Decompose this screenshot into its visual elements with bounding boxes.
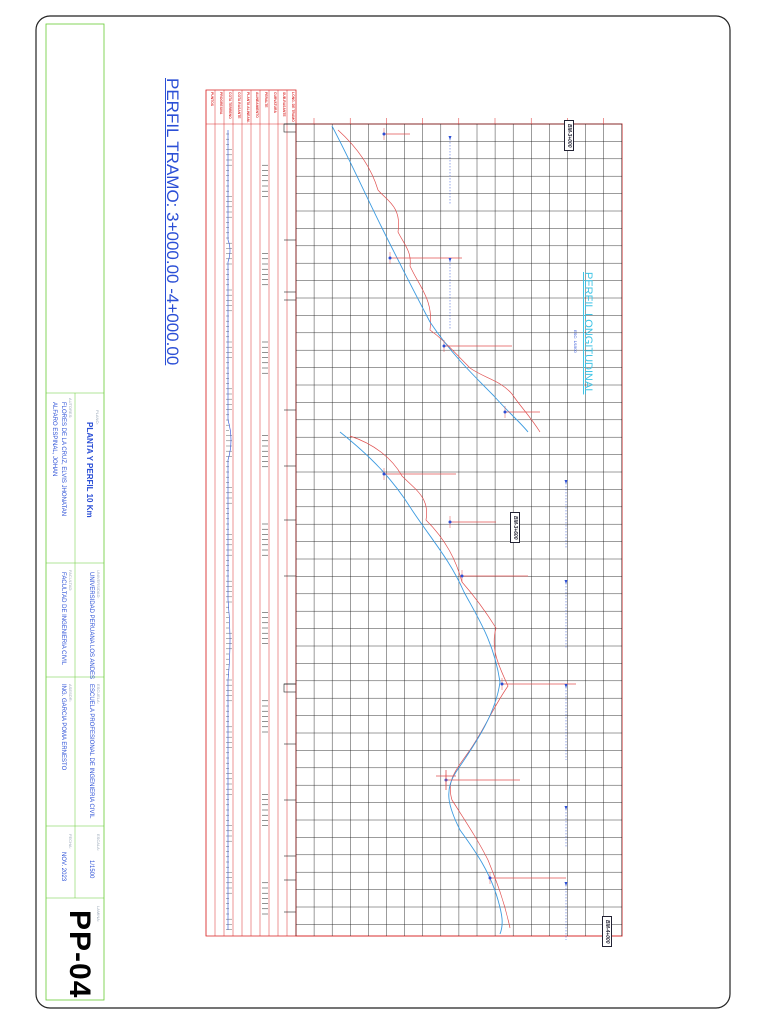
facultad-value: FACULTAD DE INGENIERIA CIVIL bbox=[60, 572, 66, 666]
escuela-value: ESCUELA PROFESIONAL DE INGENIERIA CIVIL bbox=[88, 684, 94, 819]
pi-point bbox=[383, 133, 386, 136]
escuela-label: ESCUELA: bbox=[96, 684, 101, 704]
station-arrow bbox=[565, 882, 568, 886]
pi-point bbox=[449, 521, 452, 524]
pi-point bbox=[501, 683, 504, 686]
station-arrow bbox=[565, 480, 568, 484]
legend-row-label: COTA RASANTE bbox=[237, 92, 241, 119]
station-arrow bbox=[565, 684, 568, 688]
pi-point bbox=[489, 877, 492, 880]
rasante-line-segment-2 bbox=[340, 432, 502, 934]
benchmark-bm-3000: BM-3+000 bbox=[564, 120, 574, 151]
legend-box bbox=[284, 124, 296, 132]
pi-point bbox=[389, 257, 392, 260]
autor-1: FLORES DE LA CRUZ, ELVIS JHONATAN bbox=[60, 402, 66, 517]
legend-row-lines bbox=[206, 90, 296, 936]
legend-row-label: SUB-RASANTE bbox=[282, 92, 286, 117]
legend-row-label: COTA TERRENO bbox=[228, 92, 232, 119]
benchmark-bm-3600: BM-3+600 bbox=[510, 512, 520, 543]
escala-label: ESCALA: bbox=[96, 834, 101, 851]
legend-box bbox=[284, 684, 296, 692]
outer-frame bbox=[36, 16, 730, 1008]
legend-row-label: LONG. DE TRAMO bbox=[291, 92, 295, 122]
legend-row-label: CURVATURA bbox=[273, 92, 277, 113]
benchmark-bm-4000: BM-4+000 bbox=[602, 916, 612, 947]
sheet-code: PP-04 bbox=[63, 910, 96, 999]
station-arrow bbox=[449, 258, 452, 262]
station-arrow bbox=[565, 806, 568, 810]
legend-row-label: PLANTA ALINEAM. bbox=[246, 92, 250, 123]
legend-row-label: PERALTE bbox=[264, 92, 268, 108]
fecha-label: FECHA: bbox=[68, 834, 73, 849]
pi-point bbox=[383, 473, 386, 476]
elevation-ticks bbox=[314, 118, 604, 124]
asesor-label: ASESOR: bbox=[68, 684, 73, 702]
fecha-value: NOV. 2023 bbox=[60, 852, 66, 882]
autor-2: ALFARO ESPINAL, JOHAN bbox=[51, 402, 57, 477]
universidad-value: UNIVERSIDAD PERUANA LOS ANDES bbox=[88, 572, 94, 680]
pi-point bbox=[461, 575, 464, 578]
profile-scale: ESC: 1/1500 bbox=[573, 330, 578, 353]
legend-row-label: ALINEAMIENTO bbox=[255, 92, 259, 118]
facultad-label: FACULTAD: bbox=[68, 570, 73, 592]
universidad-label: UNIVERSIDAD: bbox=[96, 570, 101, 599]
legend-row-label: PUNTOS bbox=[210, 92, 214, 107]
autores-label: AUTORES: bbox=[68, 398, 73, 419]
terrain-line-segment-2 bbox=[350, 436, 510, 928]
plano-label: PLANO: bbox=[95, 410, 100, 425]
main-title: PERFIL TRAMO: 3+000.00 -4+000.00 bbox=[163, 78, 182, 366]
station-arrow bbox=[449, 136, 452, 140]
plano-value: PLANTA Y PERFIL 10 Km bbox=[85, 422, 94, 518]
pi-point bbox=[443, 345, 446, 348]
lamina-label: LAMINA: bbox=[96, 906, 101, 923]
rasante-line-segment-1 bbox=[332, 126, 528, 432]
legend-row-label: PROGRESIVA bbox=[219, 92, 223, 115]
station-markers bbox=[383, 128, 577, 940]
pi-point bbox=[504, 411, 507, 414]
profile-grid bbox=[296, 124, 622, 936]
asesor-value: ING. GARCIA POMA ERNESTO bbox=[60, 684, 66, 771]
legend-data-marks bbox=[226, 124, 296, 930]
escala-value: 1/1500 bbox=[88, 860, 94, 879]
station-arrow bbox=[565, 580, 568, 584]
profile-heading: PERFIL LONGITUDINAL bbox=[582, 272, 594, 395]
